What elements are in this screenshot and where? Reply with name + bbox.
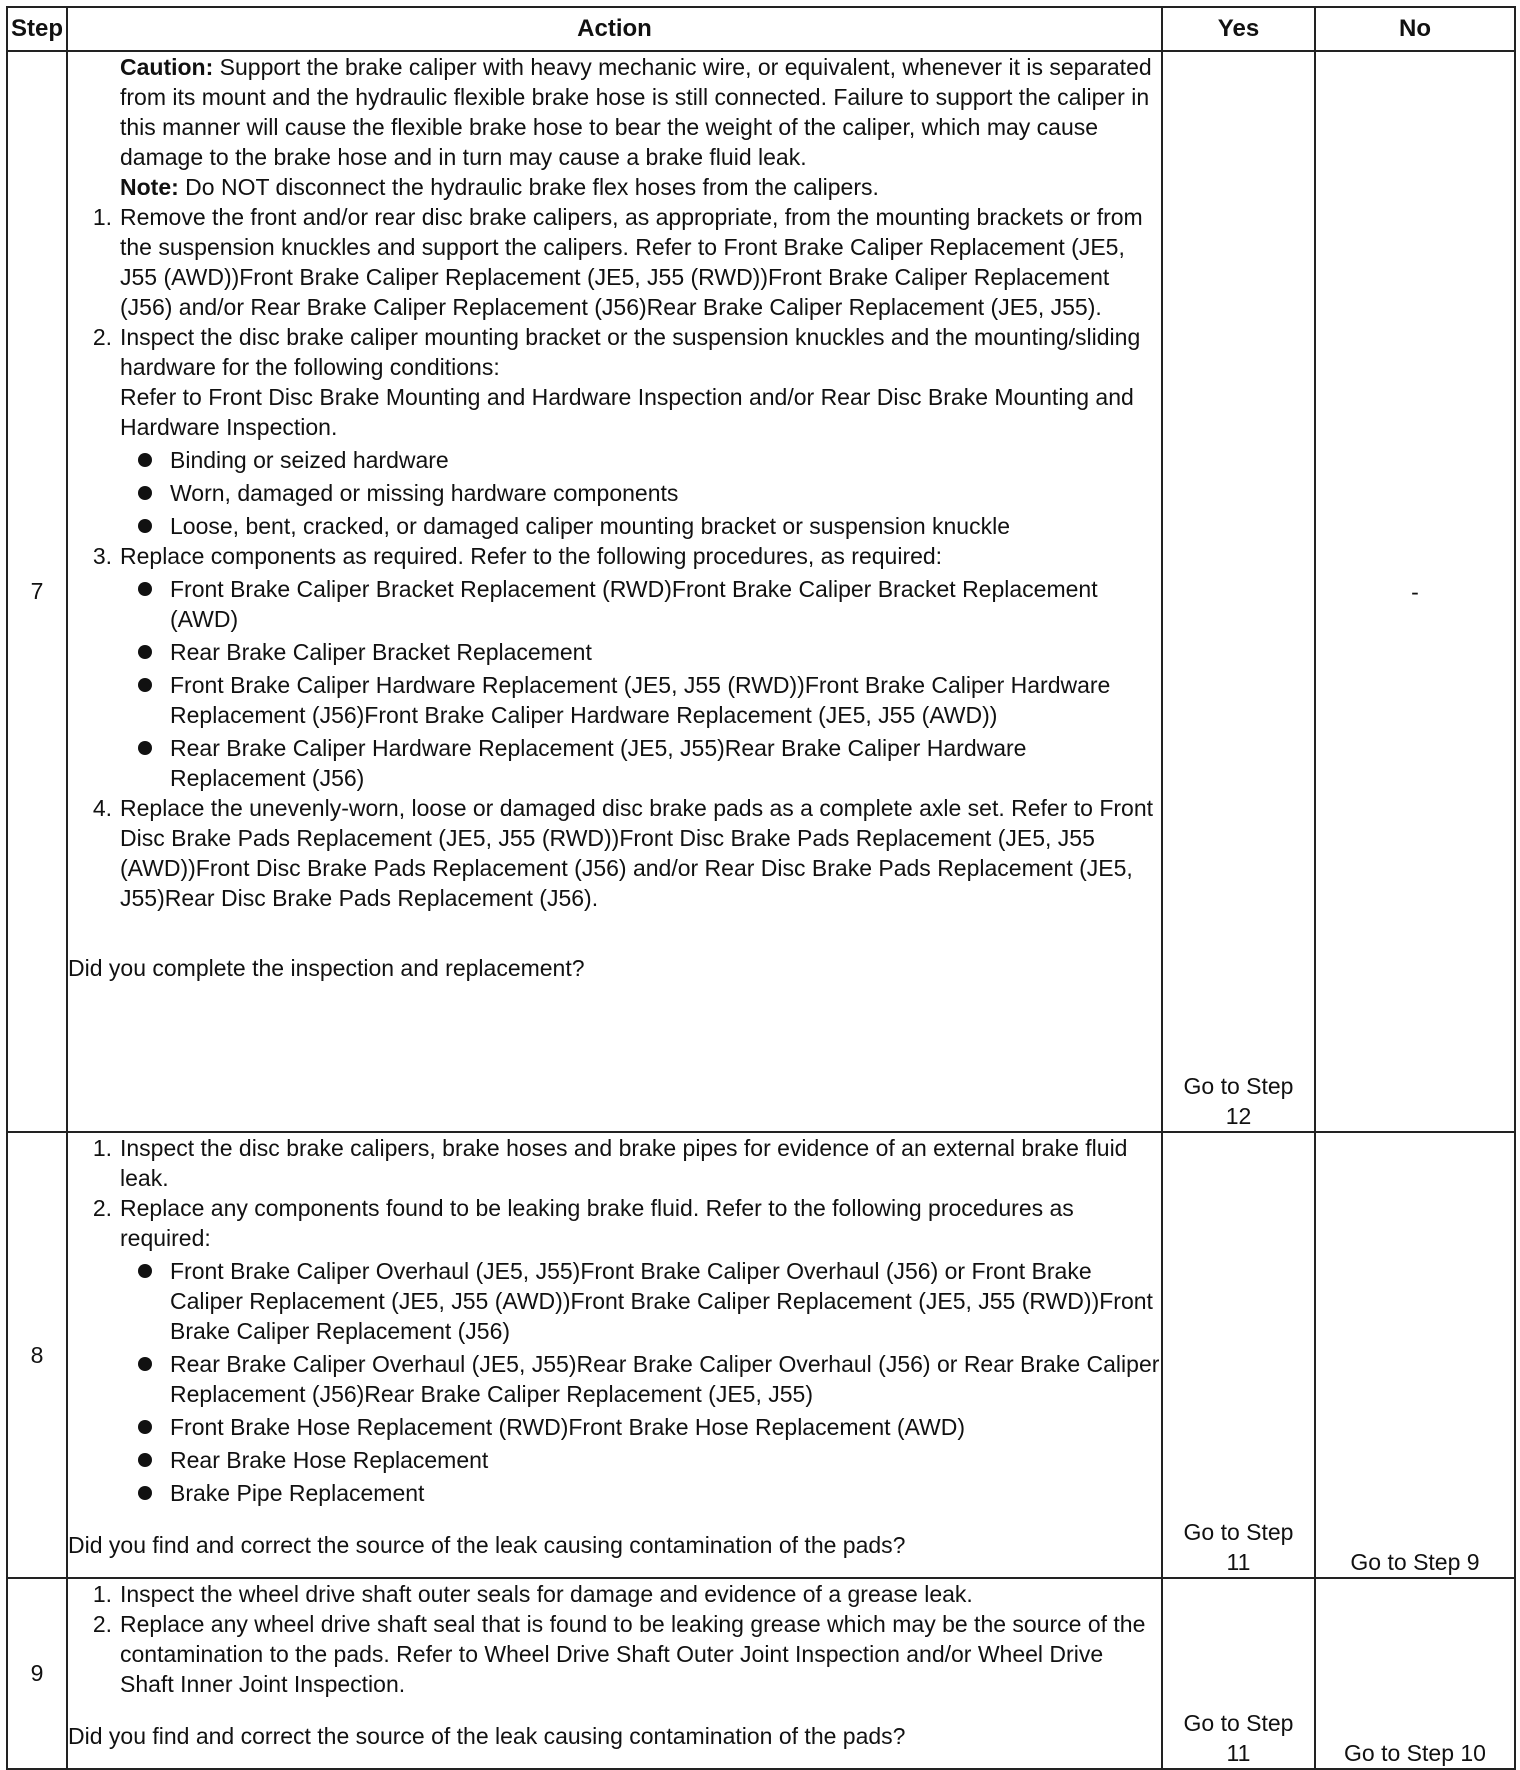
list-item bbox=[68, 1579, 1161, 1609]
item-number: 1. bbox=[92, 1581, 112, 1607]
item-text: Replace the unevenly-worn, loose or damaged disc brake pads as a complete axle set. Refer to Front Disc Brake Pads Replacement (JE5, J55 (RWD))Front Disc Brake Pads Replacement (JE5, J55 (AWD))Front Disc Brake Pads Replacement (J56) and/or Rear Disc Brake Pads Replacement (JE5, J55)Rear Disc Brake Pads Replacement (J56). bbox=[120, 795, 1154, 911]
bullet-text: Worn, damaged or missing hardware components bbox=[170, 480, 679, 506]
bullet-item bbox=[120, 445, 1161, 475]
item-text: Inspect the disc brake caliper mounting bracket or the suspension knuckles and the mounting/sliding hardware for the following conditions: bbox=[120, 324, 1141, 380]
bullet-text: Front Brake Caliper Bracket Replacement (RWD)Front Brake Caliper Bracket Replacement (AWD) bbox=[170, 576, 1098, 632]
bullet-item bbox=[120, 511, 1161, 541]
bullet-icon bbox=[138, 1486, 152, 1500]
action-list bbox=[68, 1133, 1161, 1508]
item-number: 4. bbox=[92, 795, 112, 821]
bullet-item bbox=[120, 637, 1161, 667]
bullet-list bbox=[120, 574, 1161, 793]
item-text: Replace any wheel drive shaft seal that is found to be leaking grease which may be the source of the contamination to the pads. Refer to Wheel Drive Shaft Outer Joint Inspection and/or Wheel Drive Shaft Inner Joint Inspection. bbox=[120, 1611, 1146, 1697]
question-text: Did you find and correct the source of the leak causing contamination of the pads? bbox=[68, 1532, 906, 1558]
bullet-text: Binding or seized hardware bbox=[170, 447, 449, 473]
action-list bbox=[68, 1579, 1161, 1699]
header-step: Step bbox=[7, 7, 67, 51]
caution-label: Caution: bbox=[120, 54, 214, 80]
table-row-step-9 bbox=[7, 1578, 1515, 1769]
caution-text: Support the brake caliper with heavy mechanic wire, or equivalent, whenever it is separated from its mount and the hydraulic flexible brake hose is still connected. Failure to support the caliper in this manner will cause the flexible brake hose to bear the weight of the caliper, which may cause damage to the brake hose and in turn may cause a brake fluid leak. bbox=[120, 54, 1152, 170]
bullet-list bbox=[120, 1256, 1161, 1508]
bullet-icon bbox=[138, 678, 152, 692]
note-label: Note: bbox=[120, 174, 179, 200]
header-action: Action bbox=[67, 7, 1162, 51]
no-cell: - bbox=[1315, 51, 1515, 1132]
item-text: Replace any components found to be leaking brake fluid. Refer to the following procedures as required: bbox=[120, 1195, 1074, 1251]
bullet-item bbox=[120, 574, 1161, 634]
list-item bbox=[68, 541, 1161, 793]
bullet-icon bbox=[138, 486, 152, 500]
table-row-step-7 bbox=[7, 51, 1515, 1132]
yes-link[interactable]: Go to Step 12 bbox=[1183, 1073, 1294, 1129]
table-row-step-8 bbox=[7, 1132, 1515, 1578]
yes-link[interactable]: Go to Step 11 bbox=[1183, 1710, 1294, 1766]
bullet-icon bbox=[138, 645, 152, 659]
bullet-icon bbox=[138, 519, 152, 533]
caution-block bbox=[120, 52, 1161, 172]
list-item bbox=[68, 793, 1161, 913]
bullet-icon bbox=[138, 453, 152, 467]
no-cell bbox=[1315, 1578, 1515, 1769]
list-item bbox=[68, 1193, 1161, 1508]
bullet-item bbox=[120, 478, 1161, 508]
bullet-item bbox=[120, 1478, 1161, 1508]
bullet-text: Rear Brake Hose Replacement bbox=[170, 1447, 489, 1473]
list-item bbox=[68, 1609, 1161, 1699]
bullet-text: Rear Brake Caliper Overhaul (JE5, J55)Rear Brake Caliper Overhaul (J56) or Rear Brake Caliper Replacement (J56)Rear Brake Caliper Replacement (JE5, J55) bbox=[170, 1351, 1160, 1407]
bullet-text: Brake Pipe Replacement bbox=[170, 1480, 425, 1506]
bullet-item bbox=[120, 733, 1161, 793]
bullet-item bbox=[120, 670, 1161, 730]
list-item bbox=[68, 1133, 1161, 1193]
bullet-list bbox=[120, 445, 1161, 541]
bullet-item bbox=[120, 1412, 1161, 1442]
step-number: 7 bbox=[7, 51, 67, 1132]
bullet-text: Loose, bent, cracked, or damaged caliper mounting bracket or suspension knuckle bbox=[170, 513, 1010, 539]
action-list bbox=[68, 202, 1161, 913]
diagnostic-table bbox=[6, 6, 1516, 1770]
header-yes: Yes bbox=[1162, 7, 1315, 51]
item-text: Remove the front and/or rear disc brake calipers, as appropriate, from the mounting brackets or from the suspension knuckles and support the calipers. Refer to Front Brake Caliper Replacement (JE5, J55 (AWD))Front Brake Caliper Replacement (JE5, J55 (RWD))Front Brake Caliper Replacement (J56) and/or Rear Brake Caliper Replacement (J56)Rear Brake Caliper Replacement (JE5, J55). bbox=[120, 204, 1143, 320]
item-text: Inspect the disc brake calipers, brake hoses and brake pipes for evidence of an external brake fluid leak. bbox=[120, 1135, 1128, 1191]
no-link[interactable]: Go to Step 9 bbox=[1350, 1549, 1480, 1575]
bullet-icon bbox=[138, 1357, 152, 1371]
no-link[interactable]: Go to Step 10 bbox=[1344, 1740, 1486, 1766]
question-text: Did you find and correct the source of the leak causing contamination of the pads? bbox=[68, 1723, 906, 1749]
bullet-text: Rear Brake Caliper Bracket Replacement bbox=[170, 639, 592, 665]
bullet-item bbox=[120, 1445, 1161, 1475]
item-number: 3. bbox=[92, 543, 112, 569]
item-text: Replace components as required. Refer to the following procedures, as required: bbox=[120, 543, 943, 569]
bullet-item bbox=[120, 1349, 1161, 1409]
bullet-icon bbox=[138, 1264, 152, 1278]
item-number: 1. bbox=[92, 204, 112, 230]
bullet-icon bbox=[138, 741, 152, 755]
bullet-text: Front Brake Caliper Hardware Replacement (JE5, J55 (RWD))Front Brake Caliper Hardware Replacement (J56)Front Brake Caliper Hardware Replacement (JE5, J55 (AWD)) bbox=[170, 672, 1111, 728]
item-text: Inspect the wheel drive shaft outer seals for damage and evidence of a grease leak. bbox=[120, 1581, 973, 1607]
yes-cell bbox=[1162, 51, 1315, 1132]
bullet-text: Front Brake Caliper Overhaul (JE5, J55)Front Brake Caliper Overhaul (J56) or Front Brake Caliper Replacement (JE5, J55 (AWD))Front Brake Caliper Replacement (JE5, J55 (RWD))Front Brake Caliper Replacement (J56) bbox=[170, 1258, 1153, 1344]
step-number: 8 bbox=[7, 1132, 67, 1578]
question-text: Did you complete the inspection and replacement? bbox=[68, 955, 585, 981]
note-text: Do NOT disconnect the hydraulic brake flex hoses from the calipers. bbox=[178, 174, 879, 200]
bullet-icon bbox=[138, 1420, 152, 1434]
list-item bbox=[68, 202, 1161, 322]
bullet-text: Rear Brake Caliper Hardware Replacement (JE5, J55)Rear Brake Caliper Hardware Replacement (J56) bbox=[170, 735, 1027, 791]
bullet-icon bbox=[138, 1453, 152, 1467]
no-cell bbox=[1315, 1132, 1515, 1578]
action-cell bbox=[67, 1132, 1162, 1578]
yes-cell bbox=[1162, 1578, 1315, 1769]
list-item bbox=[68, 322, 1161, 541]
yes-cell bbox=[1162, 1132, 1315, 1578]
bullet-icon bbox=[138, 582, 152, 596]
note-block bbox=[120, 172, 1161, 202]
bullet-text: Front Brake Hose Replacement (RWD)Front Brake Hose Replacement (AWD) bbox=[170, 1414, 966, 1440]
bullet-item bbox=[120, 1256, 1161, 1346]
item-number: 1. bbox=[92, 1135, 112, 1161]
header-no: No bbox=[1315, 7, 1515, 51]
item-subtext: Refer to Front Disc Brake Mounting and Hardware Inspection and/or Rear Disc Brake Mounting and Hardware Inspection. bbox=[120, 384, 1134, 440]
item-number: 2. bbox=[92, 1195, 112, 1221]
action-cell bbox=[67, 1578, 1162, 1769]
item-number: 2. bbox=[92, 1611, 112, 1637]
header-row bbox=[7, 7, 1515, 51]
step-number: 9 bbox=[7, 1578, 67, 1769]
item-number: 2. bbox=[92, 324, 112, 350]
action-cell bbox=[67, 51, 1162, 1132]
yes-link[interactable]: Go to Step 11 bbox=[1183, 1519, 1294, 1575]
